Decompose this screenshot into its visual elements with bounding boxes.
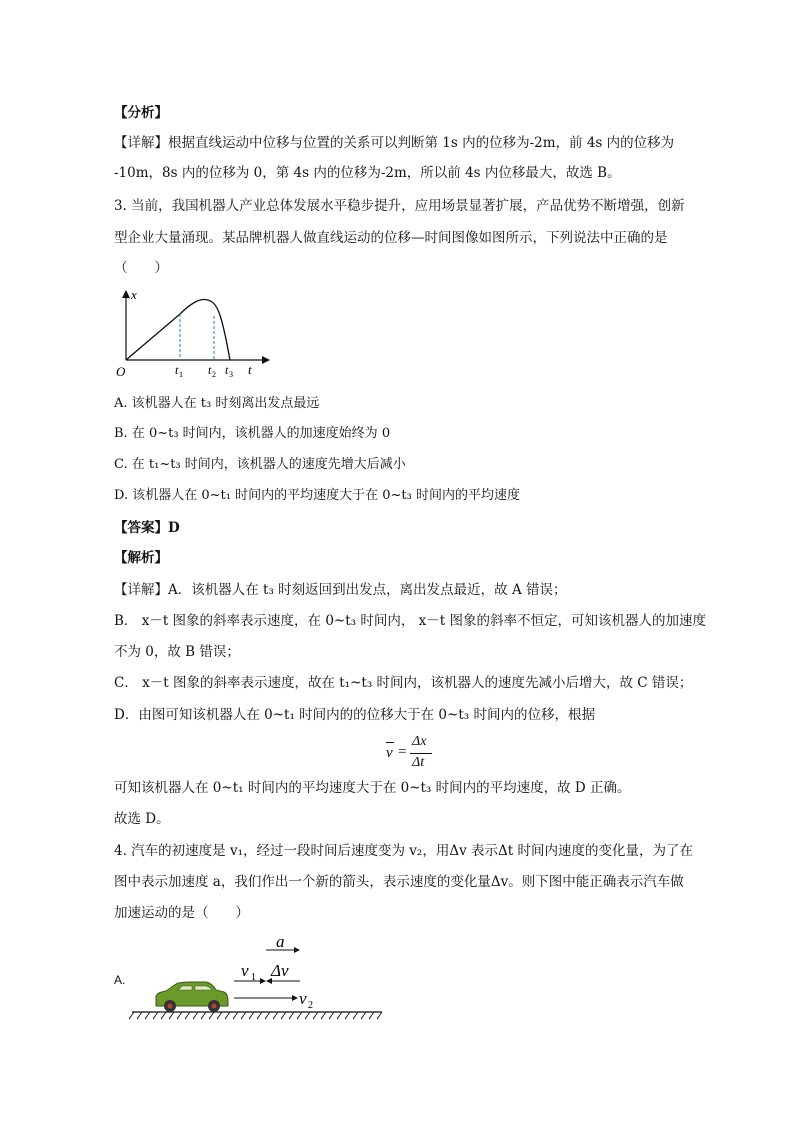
- formula-lhs: v: [386, 745, 393, 761]
- t1-sub: 1: [179, 370, 183, 378]
- car-acceleration-diagram: [128, 928, 388, 1024]
- option-b: B. 在 0~t₃ 时间内，该机器人的加速度始终为 0: [114, 426, 391, 441]
- formula-num: Δx: [412, 734, 427, 749]
- detail-line-1: 【详解】根据直线运动中位移与位置的关系可以判断第 1s 内的位移为-2m，前 4s 内的位移为: [114, 135, 675, 151]
- t3-sub: 3: [229, 370, 233, 378]
- option-d: D. 该机器人在 0~t₁ 时间内的平均速度大于在 0~t₃ 时间内的平均速度: [114, 488, 520, 503]
- detail-c: C． x－t 图象的斜率表示速度，故在 t₁~t₃ 时间内，该机器人的速度先减小后增大，故 C 错误；: [114, 675, 693, 691]
- label-v1-sub: 1: [251, 972, 256, 983]
- detail-b-1: B． x－t 图象的斜率表示速度，在 0~t₃ 时间内， x－t 图象的斜率不恒定，可知该机器人的加速度: [114, 613, 706, 629]
- xt-graph: [112, 286, 272, 378]
- formula-den: Δt: [412, 755, 425, 770]
- option-c: C. 在 t₁~t₃ 时间内，该机器人的速度先增大后减小: [114, 457, 406, 472]
- label-dv: Δv: [271, 961, 289, 980]
- question-4-line-2: 图中表示加速度 a，我们作出一个新的箭头，表示速度的变化量Δv。则下图中能正确表示汽车做: [114, 874, 684, 890]
- choose-d: 故选 D。: [114, 811, 170, 827]
- analysis-label: 【解析】: [114, 550, 168, 566]
- detail-line-2: -10m，8s 内的位移为 0，第 4s 内的位移为-2m，所以前 4s 内位移最大，故选 B。: [114, 165, 621, 181]
- question-3-paren: （ ）: [114, 260, 168, 276]
- label-v1: v: [241, 961, 249, 980]
- t3-label: t: [225, 363, 229, 377]
- t2-sub: 2: [212, 370, 216, 378]
- label-v2: v: [299, 989, 307, 1008]
- question-4-line-3: 加速运动的是（ ）: [114, 905, 249, 921]
- detail-d: D．由图可知该机器人在 0~t₁ 时间内的的位移大于在 0~t₃ 时间内的位移，根据: [114, 707, 595, 723]
- t-axis-label: t: [248, 362, 252, 377]
- question-3-line-2: 型企业大量涌现。某品牌机器人做直线运动的位移—时间图像如图所示，下列说法中正确的是: [114, 230, 668, 246]
- average-velocity-formula: [382, 734, 462, 774]
- origin-label: O: [116, 364, 126, 378]
- detail-d-conclusion: 可知该机器人在 0~t₁ 时间内的平均速度大于在 0~t₃ 时间内的平均速度，故 D 正确。: [114, 780, 631, 796]
- question-3-line-1: 3. 当前，我国机器人产业总体发展水平稳步提升，应用场景显著扩展，产品优势不断增强，创新: [114, 198, 685, 214]
- detail-a: 【详解】A．该机器人在 t₃ 时刻返回到出发点，离出发点最近，故 A 错误；: [114, 582, 567, 598]
- x-axis-label: x: [131, 287, 137, 302]
- answer: 【答案】D: [114, 520, 180, 536]
- label-a: a: [276, 932, 285, 951]
- detail-b-2: 不为 0，故 B 错误；: [114, 644, 240, 660]
- analysis-heading: 【分析】: [114, 105, 168, 121]
- t1-label: t: [175, 363, 179, 377]
- t2-label: t: [208, 363, 212, 377]
- label-v2-sub: 2: [308, 1000, 313, 1011]
- car-icon: [156, 982, 228, 1012]
- question-4-line-1: 4. 汽车的初速度是 v₁，经过一段时间后速度变为 v₂，用Δv 表示Δt 时间内速度的变化量，为了在: [114, 843, 693, 859]
- option-a: A. 该机器人在 t₃ 时刻离出发点最远: [114, 396, 320, 411]
- formula-eq: =: [398, 744, 407, 760]
- q4-option-a-label: A.: [114, 973, 126, 987]
